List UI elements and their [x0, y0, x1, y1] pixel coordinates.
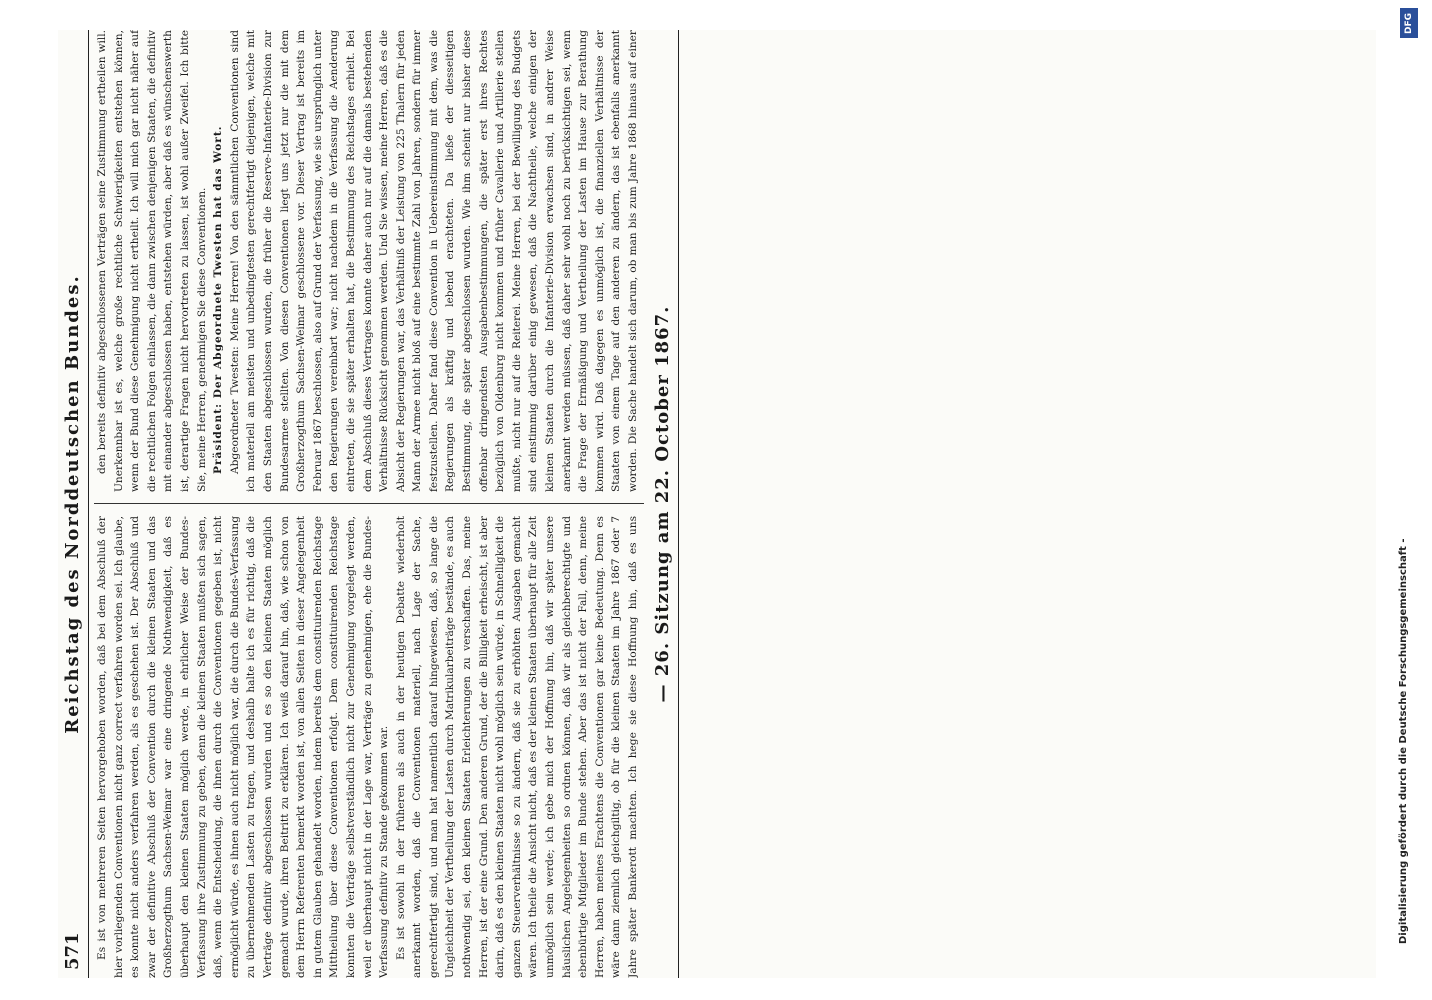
paragraph: Es ist sowohl in der früheren als auch in der heutigen Debatte wiederholt anerkannt worden, daß die Conventionen materiell, nach Lage der Sache, gerechtfertigt sind, und man hat namentlich darauf hingewiesen, daß, so lange die Ungleichheit der Vertheilung der Lasten durch Matrikularbeiträge bestände, es auch nothwendig sei, den kleinen Staaten Erleichterungen zu verschaffen. Das, meine Herren, ist der eine Grund. Den anderen Grund, der die Billigkeit erheischt, ist aber darin, daß es den kleinen Staaten nicht wohl möglich sein würde, in Schnelligkeit die ganzen Steuerverhältnisse so zu ändern, daß sie zu erhöhten Ausgaben gemacht wären. Ich theile die Ansicht nicht, daß es der kleinen Staaten überhaupt für alle Zeit unmöglich sein werde; ich gebe mich der Hoffnung hin, daß wir später unsere häuslichen Angelegenheiten so ordnen können, daß wir als gleichberechtigte und ebenbürtige Mitglieder im Bunde stehen. Aber das ist nicht der Fall, denn, meine Herren, haben meines Erachtens die Conventionen gar keine Bedeutung. Denn es wäre dann ziemlich gleichgiltig, ob für die kleinen Staaten im Jahre 1867 oder 7 Jahre später Bankerott machten. Ich hege sie diese Hoffnung hin, daß es uns: [394, 516, 639, 978]
left-running-title: Reichstag des Norddeutschen Bundes.: [62, 274, 83, 734]
speaker-president: Präsident: Der Abgeordnete Twesten hat das Wort.: [212, 125, 225, 474]
left-column: [94, 516, 644, 978]
paragraph: Es ist von mehreren Seiten hervorgehoben worden, daß bei dem Abschluß der hier vorliegenden Conventionen nicht ganz correct verfahren worden sei. Ich glaube, es konnte nicht anders verfahren werden, als es geschehen ist. Der Abschluß und zwar der definitive Abschluß der Convention durch die kleinen Staaten und das Großherzogthum Sachsen-Weimar war eine dringende Nothwendigkeit, daß es überhaupt den kleinen Staaten möglich werde, in ehrlicher Weise der Bundes-Verfassung ihre Zustimmung zu geben, denn die kleinen Staaten mußten sich sagen, daß, wenn die Entscheidung, die ihnen durch die Conventionen gegeben ist, nicht ermöglicht würde, es ihnen auch nicht möglich war, die durch die Bundes-Verfassung zu übernehmenden Lasten zu tragen, und deshalb halte ich es für richtig, daß die Verträge definitiv abgeschlossen wurden und es so den kleinen Staaten möglich gemacht wurde, ihren Beitritt zu erklären. Ich weiß darauf hin, daß, wie schon von dem Herrn Referenten bemerkt worden ist, von allen Seiten in dieser Angelegenheit in gutem Glauben gehandelt worden, indem bereits dem constituirenden Reichstage Mittheilung über diese Conventionen erfolgt. Dem constituirenden Reichstage konnten die Verträge selbstverständlich nicht zur Genehmigung vorgelegt werden, weil er überhaupt nicht in der Lage war, Verträge zu genehmigen, ehe die Bundes-Verfassung definitiv zu Stande gekommen war.: [96, 516, 391, 978]
column-rule: [94, 503, 644, 504]
paragraph: den bereits definitiv abgeschlossenen Verträgen seine Zustimmung ertheilen will. Unerkennbar ist es, welche große rechtliche Schwierigkeiten entstehen können, wenn der Bund diese Genehmigung nicht ertheilt. Ich will mich gar nicht näher auf die rechtlichen Folgen einlassen, die dann zwischen denjenigen Staaten, die definitiv mit einander abgeschlossen haben, entstehen würden, aber daß es wünschenswerth ist, derartige Fragen nicht hervortreten zu lassen, ist wohl außer Zweifel. Ich bitte Sie, meine Herren, genehmigen Sie diese Conventionen.: [96, 30, 208, 492]
right-running-title: — 26. Sitzung am 22. October 1867.: [652, 305, 673, 703]
scanned-page: [58, 30, 1376, 978]
speaker-line: [210, 30, 227, 492]
paragraph: Abgeordneter Twesten: Meine Herren! Von den sämmtlichen Conventionen sind ich materiell am meisten und unbedingtesten gerechtfertigt diejenigen, welche mit den Staaten abgeschlossen wurden, die früher die Reserve-Infanterie-Division zur Bundesarmee stellten. Von diesen Conventionen liegt uns jetzt nur die mit dem Großherzogthum Sachsen-Weimar geschlossene vor. Dieser Vertrag ist bereits im Februar 1867 beschlossen, also auf Grund der Verfassung, wie sie ursprünglich unter den Regierungen vereinbart war; nicht nachdem in die Verfassung die Aenderung eintreten, die sie später erhalten hat, die Bestimmung des Reichstages erhielt. Bei dem Abschluß dieses Vertrages konnte daher auch nur auf die damals bestehenden Verhältnisse Rücksicht genommen werden. Und Sie wissen, meine Herren, daß es die Absicht der Regierungen war, das Verhältniß der Leistung von 225 Thalern für jeden Mann der Armee nicht bloß auf eine bestimmte Zahl von Jahren, sondern für immer festzustellen. Daher fand diese Convention in Uebereinstimmung mit dem, was die Regierungen als kräftig und lebend erachteten. Da ließe der diesseitigen Bestimmung, die später abgeschlossen wurden. Wie ihm scheint nur bisher diese offenbar dringendsten Ausgabenbestimmungen, die später erst ihres Rechtes bezüglich von Oldenburg nicht kommen und früher Cavallerie und Artillerie stellen mußte, nicht nur auf die Reiterei. Meine Herren, bei der Bewilligung des Budgets sind einstimmig darüber einig gewesen, daß die Nachtheile, welche einigen der kleinen Staaten durch die Infanterie-Division erwachsen sind, in andrer Weise anerkannt werden müssen, daß daher sehr wohl noch zu berücksichtigen sei, wenn die Frage der Ermäßigung und Vertheilung der Lasten im Hause zur Berathung kommen wird. Daß dagegen es unmöglich ist, die finanziellen Verhältnisse der Staaten von einem Tage auf den anderen zu ändern, das ist ebenfalls anerkannt worden. Die Sache handelt sich darum, ob man bis zum Jahre 1868 hinaus auf einer: [228, 30, 639, 492]
rotated-page: [58, 30, 1376, 978]
right-running-head: [648, 30, 679, 978]
credit-strip: [1392, 0, 1432, 1000]
left-page-columns: [94, 30, 644, 978]
dfg-logo-icon: DFG: [1400, 8, 1418, 38]
right-column: [94, 30, 644, 492]
credit-text: Digitalisierung gefördert durch die Deutsche Forschungsgemeinschaft -: [1398, 538, 1409, 944]
left-running-head: [58, 30, 89, 978]
page-number: 571: [62, 932, 83, 970]
